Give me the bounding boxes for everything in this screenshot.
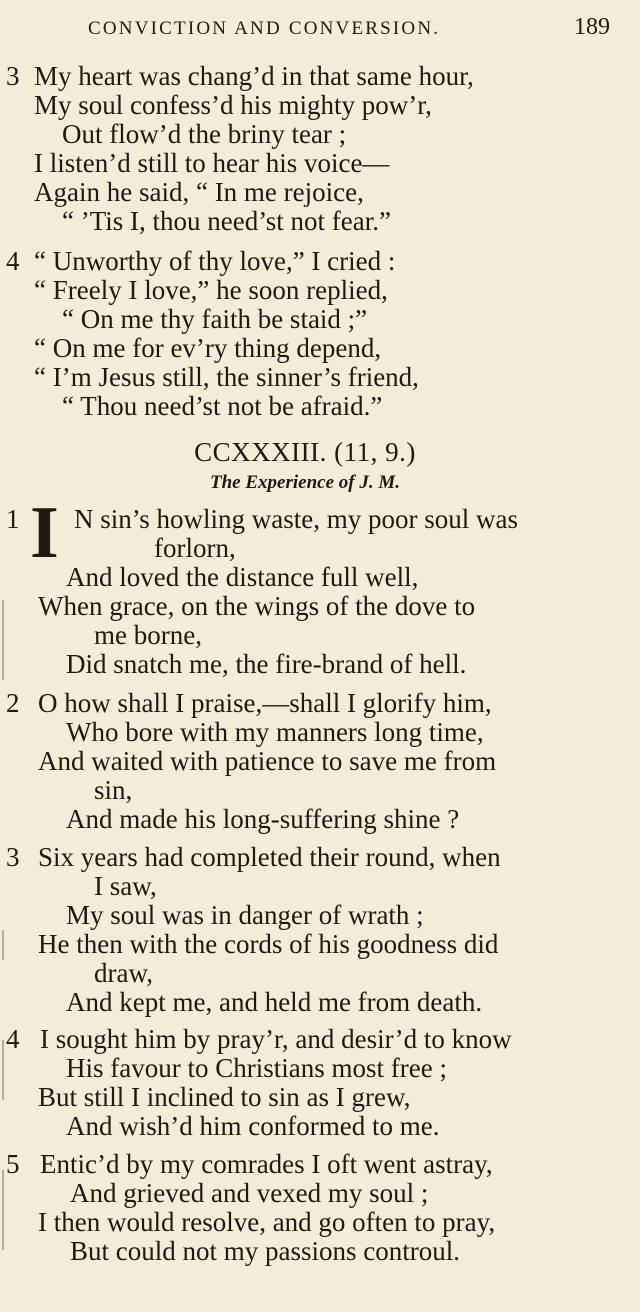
- margin-mark: [2, 1170, 4, 1250]
- margin-mark: [2, 600, 4, 680]
- verse-text: He then with the cords of his goodness did: [38, 929, 499, 959]
- verse-text: And kept me, and held me from death.: [66, 987, 483, 1017]
- verse-text: “ I’m Jesus still, the sinner’s friend,: [34, 362, 419, 392]
- verse-text: My soul confess’d his mighty pow’r,: [34, 90, 432, 120]
- verse-text: Out flow’d the briny tear ;: [62, 119, 347, 149]
- verse-text: forlorn,: [154, 533, 236, 563]
- verse-text: Again he said, “ In me rejoice,: [34, 177, 364, 207]
- verse-text: And loved the distance full well,: [66, 562, 419, 592]
- verse-text: Did snatch me, the fire-brand of hell.: [66, 649, 467, 679]
- verse-text: I then would resolve, and go often to pray,: [38, 1207, 496, 1237]
- stanza-number: 4: [6, 1024, 20, 1054]
- verse-text: “ Freely I love,” he soon replied,: [34, 275, 388, 305]
- stanza-number: 1: [6, 504, 20, 534]
- running-title: CONVICTION AND CONVERSION.: [88, 18, 441, 39]
- hymn-subtitle: The Experience of J. M.: [210, 472, 400, 493]
- page-number: 189: [574, 14, 610, 40]
- stanza-number: 2: [6, 688, 20, 718]
- verse-text: When grace, on the wings of the dove to: [38, 591, 476, 621]
- margin-mark: [2, 930, 4, 960]
- verse-text: “ Thou need’st not be afraid.”: [62, 391, 383, 421]
- verse-text: Who bore with my manners long time,: [66, 717, 484, 747]
- verse-text: My soul was in danger of wrath ;: [66, 900, 424, 930]
- running-head: [88, 14, 610, 50]
- verse-text: “ ’Tis I, thou need’st not fear.”: [62, 206, 391, 236]
- verse-text: O how shall I praise,—shall I glorify him,: [38, 688, 492, 718]
- verse-text: “ Unworthy of thy love,” I cried :: [34, 246, 396, 276]
- stanza-number: 3: [6, 842, 20, 872]
- stanza-number: 3: [6, 61, 20, 91]
- verse-text: And wish’d him conformed to me.: [66, 1111, 440, 1141]
- margin-mark: [2, 1040, 4, 1100]
- verse-text: But could not my passions controul.: [70, 1236, 460, 1266]
- verse-text: sin,: [94, 775, 133, 805]
- hymn-number: CCXXXIII. (11, 9.): [194, 437, 416, 467]
- drop-cap: I: [30, 492, 59, 574]
- verse-text: “ On me for ev’ry thing depend,: [34, 333, 382, 363]
- stanza-number: 5: [6, 1149, 20, 1179]
- verse-text: me borne,: [94, 620, 202, 650]
- verse-text: I listen’d still to hear his voice—: [34, 148, 390, 178]
- verse-text: And waited with patience to save me from: [38, 746, 497, 776]
- verse-text: And grieved and vexed my soul ;: [70, 1178, 429, 1208]
- verse-text: My heart was chang’d in that same hour,: [34, 61, 474, 91]
- verse-text: “ On me thy faith be staid ;”: [62, 304, 368, 334]
- verse-text: I sought him by pray’r, and desir’d to know: [40, 1024, 512, 1054]
- verse-text: I saw,: [94, 871, 157, 901]
- verse-text: But still I inclined to sin as I grew,: [38, 1082, 411, 1112]
- verse-text: Entic’d by my comrades I oft went astray,: [40, 1149, 493, 1179]
- verse-text: draw,: [94, 958, 153, 988]
- stanza-number: 4: [6, 246, 20, 276]
- verse-text: And made his long-suffering shine ?: [66, 804, 460, 834]
- verse-text: N sin’s howling waste, my poor soul was: [74, 504, 518, 534]
- verse-text: His favour to Christians most free ;: [66, 1053, 447, 1083]
- verse-text: Six years had completed their round, when: [38, 842, 501, 872]
